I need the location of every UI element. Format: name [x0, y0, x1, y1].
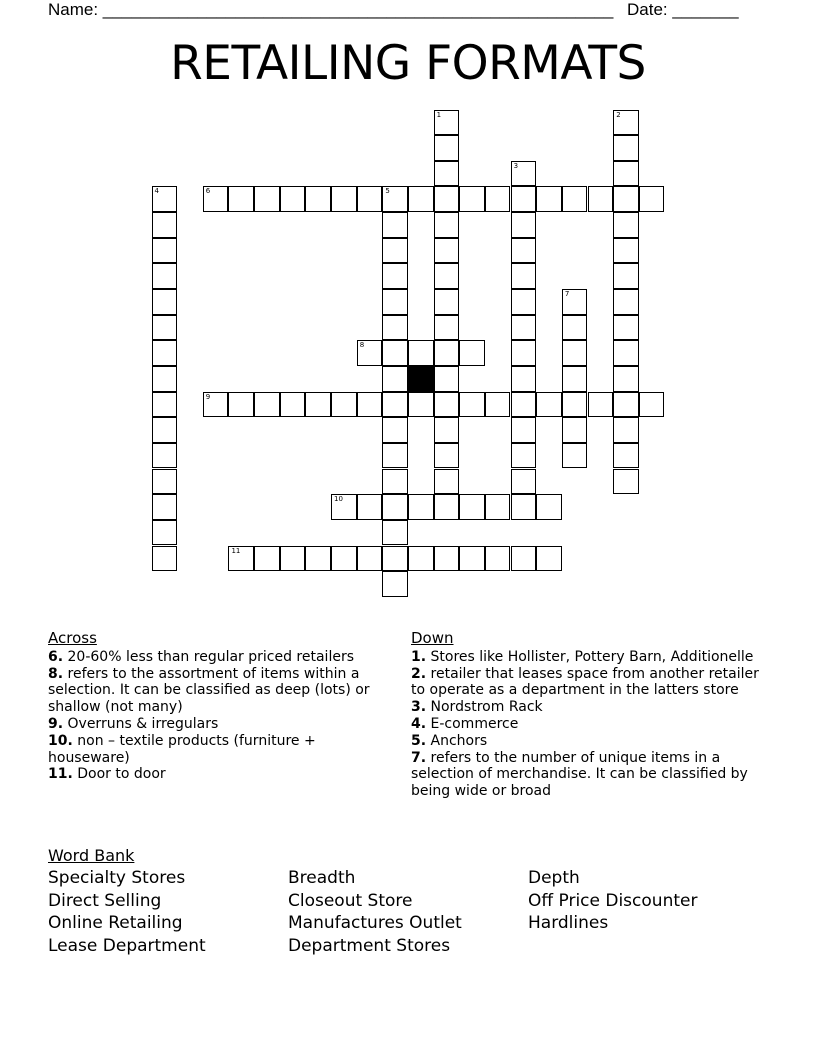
- grid-cell[interactable]: [434, 417, 460, 443]
- grid-cell[interactable]: [228, 546, 254, 572]
- grid-cell[interactable]: [203, 186, 229, 212]
- page-title: RETAILING FORMATS: [170, 36, 646, 91]
- grid-cell[interactable]: [357, 340, 383, 366]
- down-clue-3: [411, 699, 771, 716]
- grid-cell[interactable]: [613, 110, 639, 136]
- grid-cell[interactable]: [562, 289, 588, 315]
- grid-cell[interactable]: [588, 186, 614, 212]
- word-bank-item: Lease Department: [48, 935, 206, 956]
- clue-number-label: 10: [334, 495, 343, 504]
- grid-cell[interactable]: [613, 289, 639, 315]
- across-clues: [48, 630, 393, 783]
- down-clue-5: [411, 733, 771, 750]
- grid-cell[interactable]: [228, 186, 254, 212]
- grid-cell[interactable]: [331, 186, 357, 212]
- grid-cell[interactable]: [152, 340, 178, 366]
- grid-cell[interactable]: [382, 186, 408, 212]
- word-bank-item: Depth: [528, 868, 580, 888]
- grid-cell[interactable]: [536, 186, 562, 212]
- grid-cell[interactable]: [588, 392, 614, 418]
- grid-cell[interactable]: [459, 392, 485, 418]
- clue-text: Door to door: [77, 766, 166, 783]
- word-bank-item: Manufactures Outlet: [288, 913, 462, 934]
- clue-number-label: 6: [205, 187, 211, 196]
- grid-cell[interactable]: [152, 392, 178, 418]
- grid-cell[interactable]: [613, 340, 639, 366]
- grid-cell[interactable]: [152, 546, 178, 572]
- grid-cell[interactable]: [408, 546, 434, 572]
- grid-cell[interactable]: [254, 186, 280, 212]
- grid-cell[interactable]: [382, 520, 408, 546]
- down-clue-2: [411, 666, 771, 700]
- grid-cell[interactable]: [459, 494, 485, 520]
- down-clue-7: [411, 750, 771, 800]
- grid-cell[interactable]: [152, 289, 178, 315]
- grid-cell[interactable]: [382, 392, 408, 418]
- grid-cell[interactable]: [511, 212, 537, 238]
- grid-cell[interactable]: [562, 340, 588, 366]
- clue-text: Anchors: [430, 732, 488, 749]
- clue-text: E-commerce: [430, 715, 519, 732]
- grid-cell[interactable]: [562, 443, 588, 469]
- grid-cell[interactable]: [613, 186, 639, 212]
- grid-cell[interactable]: [511, 186, 537, 212]
- grid-cell[interactable]: [434, 212, 460, 238]
- down-clue-1: [411, 649, 771, 666]
- word-bank-item: Department Stores: [288, 935, 451, 956]
- word-bank-item: Off Price Discounter: [528, 890, 698, 911]
- grid-cell[interactable]: [613, 212, 639, 238]
- grid-cell[interactable]: [331, 392, 357, 418]
- grid-cell[interactable]: [511, 289, 537, 315]
- grid-cell[interactable]: [152, 494, 178, 520]
- grid-cell[interactable]: [382, 315, 408, 341]
- grid-cell[interactable]: [459, 186, 485, 212]
- clue-number-label: 1: [436, 110, 442, 119]
- word-bank-item: Specialty Stores: [48, 868, 186, 888]
- grid-cell[interactable]: [305, 186, 331, 212]
- grid-cell[interactable]: [382, 212, 408, 238]
- clue-number: 4.: [411, 715, 427, 732]
- grid-cell[interactable]: [382, 494, 408, 520]
- grid-cell[interactable]: [434, 263, 460, 289]
- grid-cell[interactable]: [613, 443, 639, 469]
- grid-cell[interactable]: [434, 135, 460, 161]
- grid-cell[interactable]: [562, 417, 588, 443]
- grid-cell[interactable]: [357, 392, 383, 418]
- grid-cell[interactable]: [152, 366, 178, 392]
- grid-cell[interactable]: [613, 366, 639, 392]
- grid-cell[interactable]: [511, 366, 537, 392]
- grid-cell[interactable]: [228, 392, 254, 418]
- grid-cell[interactable]: [613, 469, 639, 495]
- clue-number-label: 7: [564, 290, 570, 299]
- grid-cell[interactable]: [562, 186, 588, 212]
- across-clue-10: [48, 733, 393, 767]
- grid-cell[interactable]: [408, 186, 434, 212]
- grid-cell[interactable]: [382, 238, 408, 264]
- grid-cell[interactable]: [639, 392, 665, 418]
- grid-cell[interactable]: [639, 186, 665, 212]
- down-clues: [411, 630, 771, 800]
- clue-number: 8.: [48, 665, 64, 682]
- grid-cell[interactable]: [434, 494, 460, 520]
- grid-cell[interactable]: [613, 315, 639, 341]
- grid-cell[interactable]: [434, 238, 460, 264]
- grid-cell[interactable]: [485, 186, 511, 212]
- grid-cell[interactable]: [434, 110, 460, 136]
- grid-cell[interactable]: [511, 238, 537, 264]
- clue-text: Stores like Hollister, Pottery Barn, Additionelle: [430, 648, 754, 665]
- clue-text: Nordstrom Rack: [430, 699, 543, 716]
- clue-number-label: 11: [231, 546, 241, 555]
- grid-cell[interactable]: [434, 161, 460, 187]
- grid-cell[interactable]: [331, 494, 357, 520]
- clue-number-label: 2: [616, 110, 621, 119]
- grid-cell[interactable]: [434, 546, 460, 572]
- grid-cell[interactable]: [382, 340, 408, 366]
- grid-cell[interactable]: [280, 546, 306, 572]
- clue-number: 11.: [48, 766, 73, 783]
- grid-cell[interactable]: [382, 443, 408, 469]
- clue-text: retailer that leases space from another retailer to operate as a department in the latters store: [411, 665, 759, 699]
- grid-cell[interactable]: [408, 494, 434, 520]
- grid-cell[interactable]: [203, 392, 229, 418]
- down-clue-4: [411, 716, 771, 733]
- grid-cell[interactable]: [382, 289, 408, 315]
- clue-number: 3.: [411, 699, 427, 716]
- grid-cell[interactable]: [434, 392, 460, 418]
- grid-cell[interactable]: [305, 546, 331, 572]
- across-clue-9: [48, 716, 393, 733]
- grid-cell[interactable]: [152, 469, 178, 495]
- grid-cell[interactable]: [434, 340, 460, 366]
- grid-cell[interactable]: [511, 494, 537, 520]
- grid-cell[interactable]: [382, 417, 408, 443]
- clue-number: 2.: [411, 665, 427, 682]
- grid-cell[interactable]: [536, 392, 562, 418]
- grid-cell[interactable]: [254, 392, 280, 418]
- grid-cell[interactable]: [434, 366, 460, 392]
- grid-cell[interactable]: [152, 238, 178, 264]
- grid-cell[interactable]: [613, 238, 639, 264]
- grid-cell[interactable]: [382, 546, 408, 572]
- grid-cell[interactable]: [382, 366, 408, 392]
- grid-cell[interactable]: [511, 263, 537, 289]
- grid-cell[interactable]: [511, 546, 537, 572]
- grid-cell[interactable]: [485, 494, 511, 520]
- across-heading: Across: [48, 629, 97, 647]
- grid-cell[interactable]: [382, 571, 408, 597]
- name-field: Name: ______________________________________________________: [48, 0, 614, 19]
- clue-number-label: 8: [359, 341, 365, 350]
- grid-cell[interactable]: [459, 546, 485, 572]
- grid-cell[interactable]: [562, 315, 588, 341]
- grid-cell[interactable]: [459, 340, 485, 366]
- grid-cell[interactable]: [305, 392, 331, 418]
- grid-cell[interactable]: [485, 546, 511, 572]
- grid-cell[interactable]: [280, 392, 306, 418]
- grid-cell[interactable]: [408, 392, 434, 418]
- clue-number: 5.: [411, 732, 427, 749]
- grid-cell[interactable]: [382, 263, 408, 289]
- grid-cell[interactable]: [511, 315, 537, 341]
- across-clue-8: [48, 666, 393, 716]
- grid-cell[interactable]: [613, 392, 639, 418]
- word-bank-item: Online Retailing: [48, 913, 183, 934]
- grid-cell[interactable]: [357, 186, 383, 212]
- clue-number: 1.: [411, 648, 427, 665]
- clue-number-label: 9: [205, 392, 211, 401]
- word-bank-item: Hardlines: [528, 913, 609, 934]
- grid-cell[interactable]: [536, 494, 562, 520]
- clue-text: non – textile products (furniture + houseware): [48, 732, 316, 766]
- grid-cell[interactable]: [382, 469, 408, 495]
- grid-cell[interactable]: [152, 417, 178, 443]
- grid-cell[interactable]: [280, 186, 306, 212]
- grid-cell[interactable]: [511, 340, 537, 366]
- grid-cell[interactable]: [536, 546, 562, 572]
- grid-cell[interactable]: [562, 366, 588, 392]
- grid-cell[interactable]: [152, 212, 178, 238]
- clue-number-label: 5: [385, 187, 390, 196]
- clue-text: 20-60% less than regular priced retailers: [67, 648, 355, 665]
- grid-cell[interactable]: [254, 546, 280, 572]
- grid-cell[interactable]: [434, 469, 460, 495]
- clue-number: 9.: [48, 715, 64, 732]
- grid-cell[interactable]: [152, 263, 178, 289]
- grid-cell[interactable]: [152, 443, 178, 469]
- date-field: Date: _______: [627, 0, 739, 19]
- word-bank-item: Closeout Store: [288, 890, 413, 911]
- down-heading: Down: [411, 629, 454, 647]
- clue-number: 7.: [411, 749, 427, 766]
- clue-text: Overruns & irregulars: [67, 715, 219, 732]
- clue-number: 6.: [48, 648, 64, 665]
- word-bank-list: [48, 867, 768, 957]
- grid-cell[interactable]: [511, 417, 537, 443]
- grid-cell[interactable]: [152, 186, 178, 212]
- grid-cell[interactable]: [434, 186, 460, 212]
- grid-cell[interactable]: [434, 315, 460, 341]
- grid-cell[interactable]: [613, 161, 639, 187]
- grid-cell[interactable]: [485, 392, 511, 418]
- grid-cell[interactable]: [331, 546, 357, 572]
- grid-cell[interactable]: [511, 392, 537, 418]
- grid-cell[interactable]: [434, 443, 460, 469]
- clue-number-label: 4: [154, 187, 159, 196]
- grid-cell[interactable]: [562, 392, 588, 418]
- across-clue-11: [48, 766, 393, 783]
- grid-cell[interactable]: [613, 135, 639, 161]
- grid-cell[interactable]: [357, 494, 383, 520]
- grid-cell[interactable]: [152, 315, 178, 341]
- grid-cell[interactable]: [357, 546, 383, 572]
- clue-text: refers to the assortment of items within a selection. It can be classified as deep (lots) or shallow (not many): [48, 665, 370, 716]
- clue-number-label: 3: [513, 161, 519, 170]
- word-bank-item: Direct Selling: [48, 890, 162, 911]
- clue-text: refers to the number of unique items in a selection of merchandise. It can be classified by being wide or broad: [411, 749, 748, 800]
- word-bank: [48, 846, 768, 957]
- grid-cell[interactable]: [434, 289, 460, 315]
- word-bank-title: Word Bank: [48, 846, 135, 865]
- grid-cell[interactable]: [152, 520, 178, 546]
- grid-cell[interactable]: [511, 469, 537, 495]
- across-clue-6: [48, 649, 393, 666]
- word-bank-item: Breadth: [288, 868, 356, 888]
- grid-cell[interactable]: [408, 340, 434, 366]
- grid-cell[interactable]: [511, 161, 537, 187]
- grid-cell[interactable]: [613, 417, 639, 443]
- grid-cell[interactable]: [613, 263, 639, 289]
- grid-cell[interactable]: [511, 443, 537, 469]
- black-cell: [408, 366, 434, 392]
- clue-number: 10.: [48, 732, 73, 749]
